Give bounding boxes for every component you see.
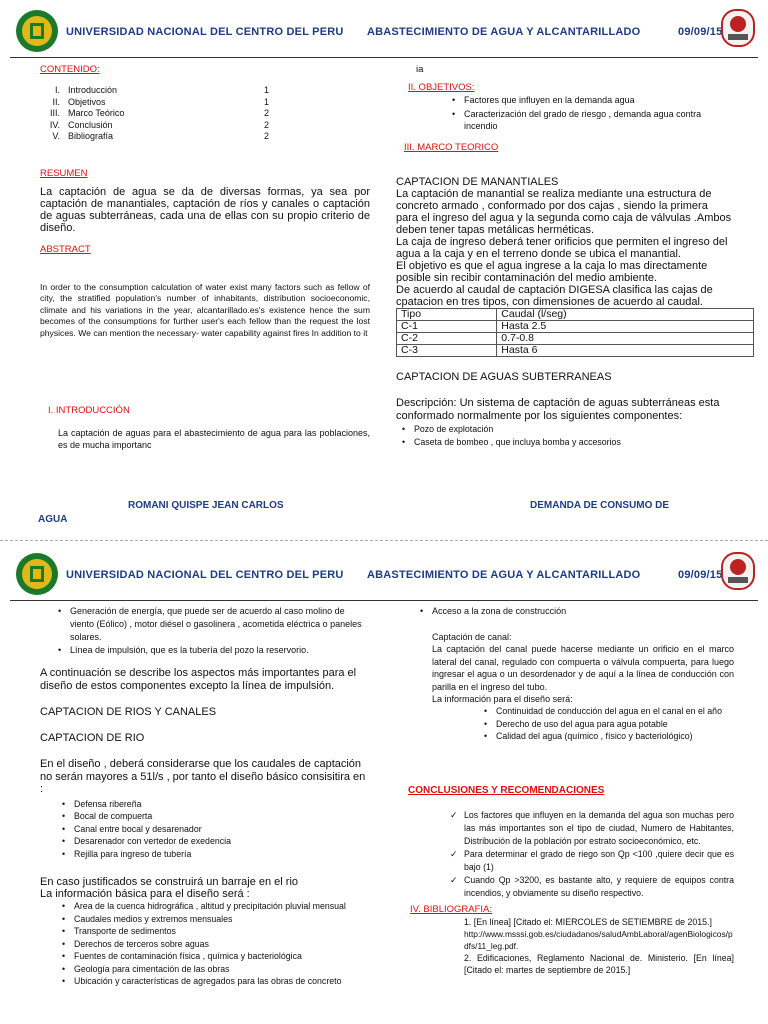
continued-text-fragment: ia <box>416 64 424 75</box>
subterraneas-title: CAPTACION DE AGUAS SUBTERRANEAS <box>396 371 612 383</box>
table-header-cell: Tipo <box>397 309 497 321</box>
faculty-logo-icon <box>718 6 758 50</box>
componentes-paragraph: A continuación se describe los aspectos más importantes para el diseño de estos componentes excepto la línea de impulsión. <box>40 667 357 692</box>
footer-author: ROMANI QUISPE JEAN CARLOS <box>128 500 284 511</box>
table-cell: Hasta 2.5 <box>497 321 754 333</box>
page2-right-column <box>408 605 734 976</box>
canal-title: Captación de canal: <box>432 632 512 642</box>
manantiales-paragraph: La captación de manantial se realiza mediante una estructura de concreto armado , conformado por dos cajas , siendo la primera para el ingreso del agua y la segunda como caja de válvulas .Ambos deben tener tapas metálicas herméticas. <box>396 188 732 236</box>
bibliografia-entry: 2. Edificaciones, Reglamento Nacional de. Ministerio. [En línea] [Citado el: martes de septiembre de 2015.] <box>464 952 734 975</box>
table-row <box>397 333 754 345</box>
header-date: 09/09/15 <box>678 569 723 581</box>
canal-info: La información para el diseño será: <box>432 694 573 704</box>
course-title: ABASTECIMIENTO DE AGUA Y ALCANTARILLADO <box>367 26 641 38</box>
header-date: 09/09/15 <box>678 26 723 38</box>
conclusiones-list <box>408 809 734 900</box>
list-item: • Derecho de uso del agua para agua potable <box>484 718 734 731</box>
list-item: • Bocal de compuerta <box>62 810 370 823</box>
list-item: • Línea de impulsión, que es la tubería del pozo la reservorio. <box>58 644 370 657</box>
faculty-logo-icon <box>718 549 758 593</box>
rio-title: CAPTACION DE RIO <box>40 732 145 744</box>
manantiales-title: CAPTACION DE MANANTIALES <box>396 176 559 188</box>
list-item: • Generación de energía, que puede ser de acuerdo al caso molino de viento (Eólico) , motor diésel o gasolinera , acometida eléctrica o paneles solares. <box>58 605 370 644</box>
footer-title: DEMANDA DE CONSUMO DE <box>530 500 670 511</box>
manantiales-paragraph: El objetivo es que el agua ingrese a la caja lo mas directamente posible sin recibir contaminación del medio ambiente. <box>396 260 708 284</box>
list-item: • Acceso a la zona de construcción <box>420 605 734 617</box>
rio-text: En el diseño , deberá considerarse que los caudales de captación no serán mayores a 51l/s , por tanto el diseño básico consisitira en : <box>40 758 366 795</box>
objetivos-title: II. OBJETIVOS: <box>408 82 475 93</box>
page1-left-column <box>40 64 370 451</box>
list-item: • Pozo de explotación <box>402 423 732 436</box>
list-item: • Caseta de bombeo , que incluya bomba y accesorios <box>402 436 732 449</box>
manantiales-paragraph: De acuerdo al caudal de captación DIGESA clasifica las cajas de cpatacion en tres tipos, con dimensiones de acuerdo al caudal. <box>396 284 713 308</box>
list-item: • Fuentes de contaminación física , química y bacteriológica <box>62 950 370 963</box>
list-item: • Area de la cuenca hidrográfica , altitud y precipitación pluvial mensual <box>62 900 370 913</box>
university-name: UNIVERSIDAD NACIONAL DEL CENTRO DEL PERU <box>66 26 344 38</box>
bibliografia-title: IV. BIBLIOGRAFIA: <box>410 903 493 915</box>
list-item: • Rejilla para ingreso de tubería <box>62 848 370 861</box>
university-logo-icon <box>12 551 62 597</box>
table-cell: 0.7-0.8 <box>497 333 754 345</box>
rios-canales-title: CAPTACION DE RIOS Y CANALES <box>40 706 217 718</box>
table-cell: C-3 <box>397 345 497 357</box>
university-logo-icon <box>12 8 62 54</box>
caudal-table <box>396 308 754 357</box>
toc-row: II. Objetivos 1 <box>52 96 270 107</box>
resumen-title: RESUMEN <box>40 167 88 179</box>
table-cell: C-1 <box>397 321 497 333</box>
table-row <box>397 345 754 357</box>
table-cell: Hasta 6 <box>497 345 754 357</box>
table-row <box>397 321 754 333</box>
table-cell: C-2 <box>397 333 497 345</box>
acceso-list <box>408 605 734 617</box>
course-title: ABASTECIMIENTO DE AGUA Y ALCANTARILLADO <box>367 569 641 581</box>
resumen-text: La captación de agua se da de diversas formas, ya sea por captación de manantiales, captación de ríos y canales o captación de aguas subterráneas, cada una de ellas con su propio criterio de diseño. <box>40 185 370 234</box>
list-item: • Factores que influyen en la demanda agua <box>452 94 732 106</box>
table-header-cell: Caudal (l/seg) <box>497 309 754 321</box>
list-item: ✓ Cuando Qp >3200, es bastante alto, y requiere de equipos contra incendios, y obviamente su diseño respectivo. <box>450 874 734 900</box>
list-item: • Caracterización del grado de riesgo , demanda agua contra incendio <box>452 108 732 132</box>
list-item: • Defensa ribereña <box>62 798 370 811</box>
barraje-info: La información básica para el diseño será : <box>40 888 250 900</box>
toc-row: I. Introducción 1 <box>54 85 270 95</box>
list-item: ✓ Para determinar el grado de riego son Qp <100 ,quiere decir que es bajo (1) <box>450 848 734 874</box>
list-item: • Ubicación y características de agregados para las obras de concreto <box>62 975 370 988</box>
canal-text: La captación del canal puede hacerse mediante un orificio en el marco lateral del canal, regulado con compuerta o válvula compuerta, para luego ingresar el agua o un desordenador y de aquí a la línea de conducción con parilla en el ingreso del tubo. <box>432 644 734 692</box>
page-header <box>10 4 758 58</box>
marco-teorico-title: III. MARCO TEORICO <box>404 142 499 153</box>
bibliografia-entry: 1. [En línea] [Citado el: MIERCOLES de SETIEMBRE de 2015.] <box>464 916 712 927</box>
university-name: UNIVERSIDAD NACIONAL DEL CENTRO DEL PERU <box>66 569 344 581</box>
list-item: • Desarenador con vertedor de exedencia <box>62 835 370 848</box>
list-item: ✓ Los factores que influyen en la demanda del agua son muchas pero las más importantes son el tipo de ciudad, Numero de Habitantes, Distribución de la población por estrato socioeconómico, etc. <box>450 809 734 848</box>
canal-list <box>408 705 734 743</box>
page-2 <box>0 540 768 1024</box>
list-item: • Continuidad de conducción del agua en el canal en el año <box>484 705 734 718</box>
rio-components-list <box>40 798 370 861</box>
abstract-title: ABSTRACT <box>40 243 91 255</box>
page2-left-column <box>40 605 370 988</box>
page1-right-column <box>396 64 732 449</box>
footer-title-continued: AGUA <box>38 514 68 525</box>
toc-row: V. Bibliografía 2 <box>52 131 270 141</box>
conclusiones-title: CONCLUSIONES Y RECOMENDACIONES <box>408 784 605 796</box>
barraje-paragraph: En caso justificados se construirá un barraje en el rio <box>40 876 299 888</box>
list-item: • Geología para cimentación de las obras <box>62 963 370 976</box>
list-item: • Canal entre bocal y desarenador <box>62 823 370 836</box>
subterraneas-list <box>396 423 732 449</box>
barraje-list <box>40 900 370 988</box>
list-item: • Caudales medios y extremos mensuales <box>62 913 370 926</box>
toc-row: III. Marco Teórico 2 <box>49 108 270 118</box>
toc-row: IV. Conclusión 2 <box>49 119 270 130</box>
introduccion-text: La captación de aguas para el abastecimiento de agua para las poblaciones, es de mucha importanc <box>58 428 370 450</box>
subterraneas-text: Descripción: Un sistema de captación de aguas subterráneas esta conformado normalmente por los siguientes componentes: <box>396 397 720 422</box>
list-item: • Transporte de sedimentos <box>62 925 370 938</box>
contenido-title: CONTENIDO: <box>40 64 100 75</box>
bibliografia-url[interactable]: http://www.msssi.gob.es/ciudadanos/saludAmbLaboral/agenBiologicos/pdfs/11_leg.pdf. <box>464 928 733 951</box>
objetivos-list <box>396 94 732 132</box>
table-header-row <box>397 309 754 321</box>
abstract-text: In order to the consumption calculation of water exist many factors such as fellow of city, the stratified population's number of inhabitants, distribution socioeconomic, climate and his variations in the year, alcantarillado.es's existence hence the sum becomes of the consumptions for further user's each fellow than the request the lost physices. We can mention the necessary- water capability against fires In addition to it <box>40 281 370 338</box>
manantiales-paragraph: La caja de ingreso deberá tener orificios que permiten el ingreso del agua a la caja y en el terreno donde se ubica el manantial. <box>396 236 728 260</box>
page-header <box>10 547 758 601</box>
introduccion-title: I. INTRODUCCIÓN <box>48 405 130 416</box>
table-of-contents <box>40 84 370 142</box>
list-item: • Calidad del agua (químico , físico y bacteriológico) <box>484 730 734 743</box>
list-item: • Derechos de terceros sobre aguas <box>62 938 370 951</box>
componentes-list <box>40 605 370 657</box>
